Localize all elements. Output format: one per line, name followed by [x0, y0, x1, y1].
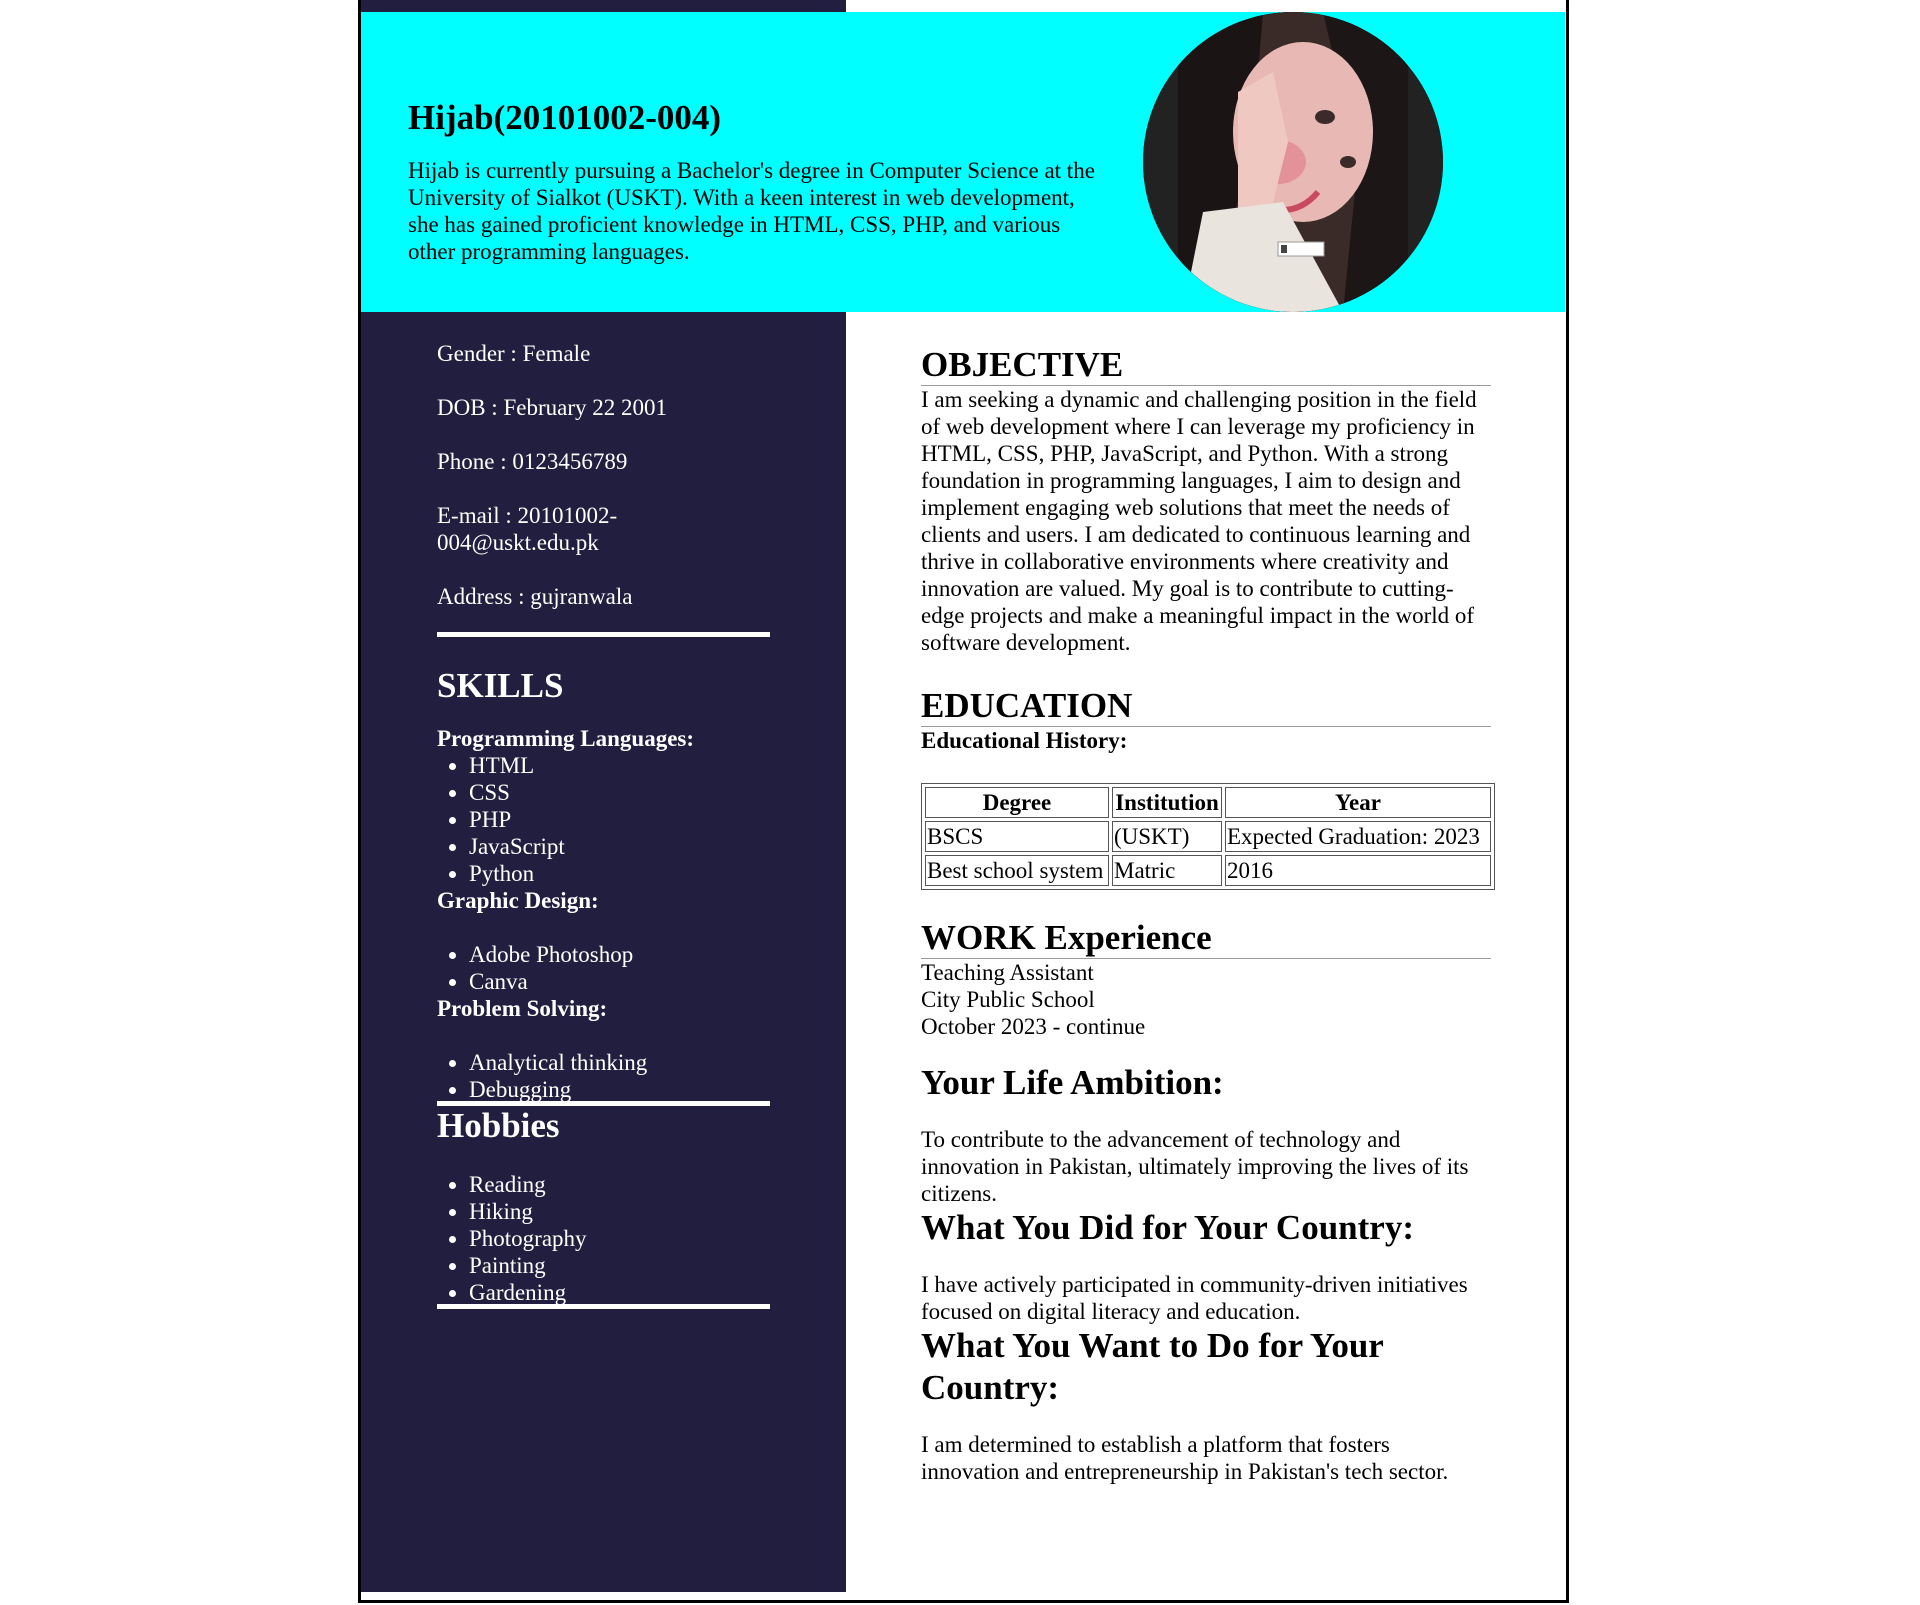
table-cell: Best school system	[925, 855, 1109, 886]
list-item: • Debugging	[469, 1076, 770, 1103]
list-item: • Painting	[469, 1252, 770, 1279]
list-item: • Reading	[469, 1171, 770, 1198]
country-contribution-heading: What You Did for Your Country:	[921, 1208, 1414, 1247]
hobbies-heading: Hobbies	[437, 1106, 560, 1145]
objective-heading: OBJECTIVE	[921, 345, 1491, 386]
column-header-degree: Degree	[925, 787, 1109, 818]
sidebar-divider	[437, 632, 770, 637]
table-cell: Expected Graduation: 2023	[1225, 821, 1491, 852]
education-table	[921, 783, 1495, 890]
problem-solving-list	[437, 1049, 770, 1103]
address-text: Address : gujranwala	[437, 584, 633, 609]
country-goal-text: I am determined to establish a platform that fosters innovation and entrepreneurship in Pakistan's tech sector.	[921, 1432, 1449, 1484]
programming-languages-label: Programming Languages:	[437, 726, 695, 751]
table-cell: (USKT)	[1112, 821, 1222, 852]
country-contribution-text: I have actively participated in community-driven initiatives focused on digital literacy and education.	[921, 1272, 1468, 1324]
email-text: E-mail : 20101002-004@uskt.edu.pk	[437, 503, 618, 555]
work-role: Teaching Assistant	[921, 960, 1094, 985]
list-item: • HTML	[469, 752, 770, 779]
life-ambition-heading: Your Life Ambition:	[921, 1063, 1224, 1102]
education-heading: EDUCATION	[921, 686, 1491, 727]
table-cell: 2016	[1225, 855, 1491, 886]
work-experience-heading: WORK Experience	[921, 918, 1491, 959]
sidebar	[437, 340, 770, 1309]
problem-solving-label: Problem Solving:	[437, 996, 608, 1021]
list-item: • Gardening	[469, 1279, 770, 1306]
list-item: • Analytical thinking	[469, 1049, 770, 1076]
profile-photo	[1143, 12, 1443, 312]
country-goal-heading: What You Want to Do for Your Country:	[921, 1326, 1384, 1407]
objective-text: I am seeking a dynamic and challenging position in the field of web development where I can leverage my proficiency in HTML, CSS, PHP, JavaScript, and Python. With a strong foundation in programming languages, I aim to design and implement engaging web solutions that meet the needs of clients and users. I am dedicated to continuous learning and thrive in collaborative environments where creativity and innovation are valued. My goal is to contribute to cutting-edge projects and make a meaningful impact in the world of software development.	[921, 387, 1477, 655]
programming-languages-list	[437, 752, 770, 887]
list-item: • JavaScript	[469, 833, 770, 860]
resume-page	[358, 0, 1569, 1603]
list-item: • Hiking	[469, 1198, 770, 1225]
gender-text: Gender : Female	[437, 341, 591, 366]
table-header-row	[925, 787, 1491, 818]
list-item: • Adobe Photoshop	[469, 941, 770, 968]
header-banner	[361, 12, 1565, 312]
profile-photo-image	[1143, 12, 1443, 312]
list-item: • Canva	[469, 968, 770, 995]
phone-text: Phone : 0123456789	[437, 449, 628, 474]
table-cell: BSCS	[925, 821, 1109, 852]
list-item: • PHP	[469, 806, 770, 833]
table-row	[925, 821, 1491, 852]
column-header-institution: Institution	[1112, 787, 1222, 818]
life-ambition-text: To contribute to the advancement of technology and innovation in Pakistan, ultimately improving the lives of its citizens.	[921, 1127, 1469, 1206]
graphic-design-list	[437, 941, 770, 995]
hobbies-list	[437, 1171, 770, 1306]
table-cell: Matric	[1112, 855, 1222, 886]
skills-heading: SKILLS	[437, 666, 564, 705]
work-place: City Public School	[921, 987, 1095, 1012]
candidate-name: Hijab(20101002-004)	[408, 98, 722, 137]
main-content	[921, 340, 1491, 1485]
profile-summary: Hijab is currently pursuing a Bachelor's degree in Computer Science at the University of Sialkot (USKT). With a keen interest in web development, she has gained proficient knowledge in HTML, CSS, PHP, and various other programming languages.	[408, 158, 1095, 264]
graphic-design-label: Graphic Design:	[437, 888, 599, 913]
list-item: • CSS	[469, 779, 770, 806]
list-item: • Photography	[469, 1225, 770, 1252]
dob-text: DOB : February 22 2001	[437, 395, 667, 420]
table-row	[925, 855, 1491, 886]
educational-history-label: Educational History:	[921, 728, 1128, 753]
list-item: • Python	[469, 860, 770, 887]
column-header-year: Year	[1225, 787, 1491, 818]
work-period: October 2023 - continue	[921, 1014, 1146, 1039]
